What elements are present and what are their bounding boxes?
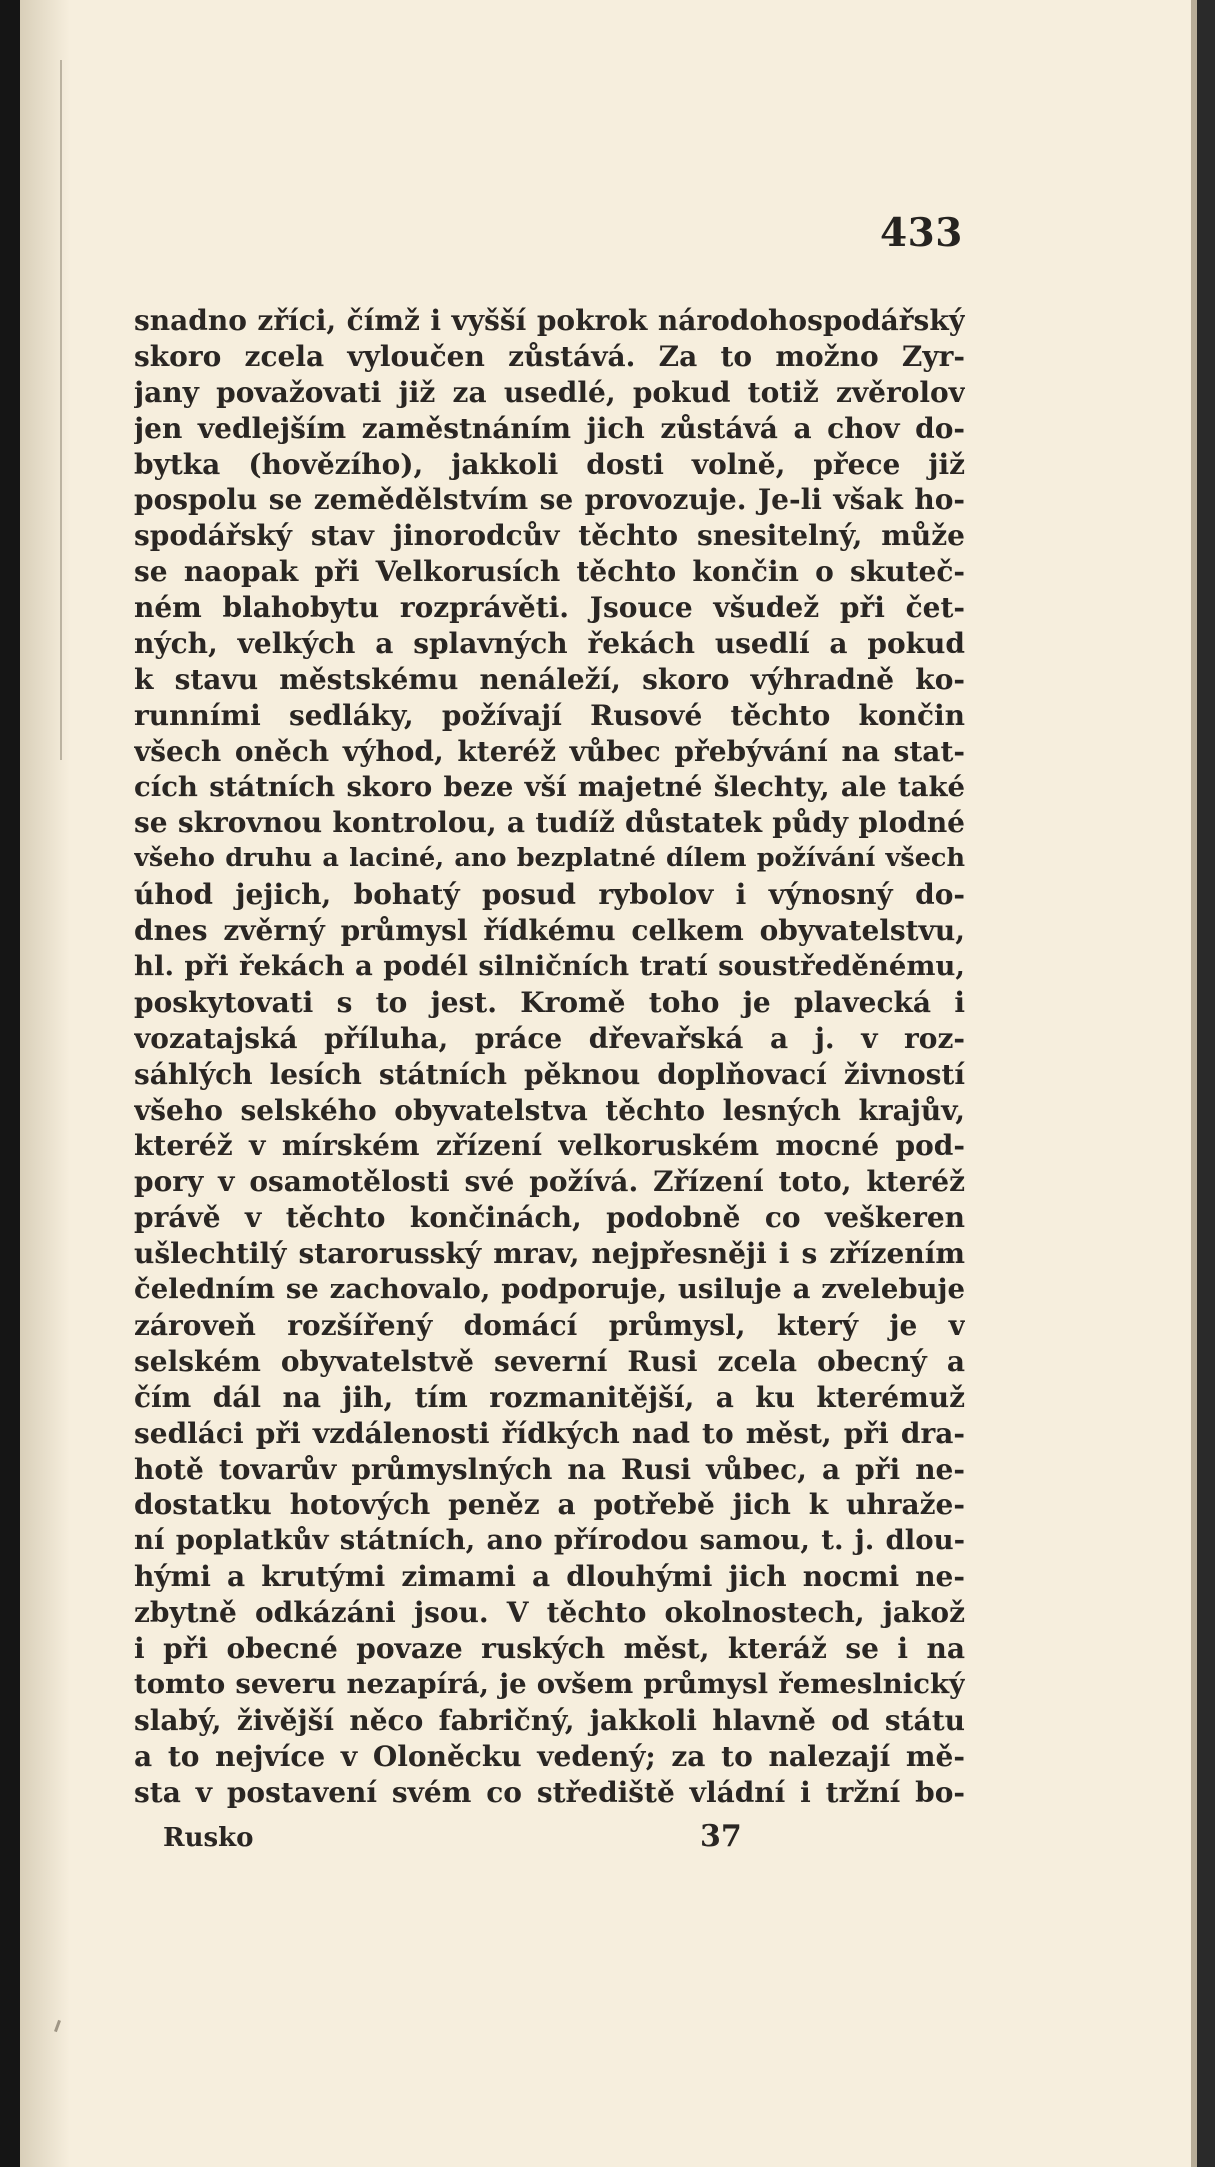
text-line: runními sedláky, požívají Rusové těchto končin bbox=[134, 698, 965, 732]
book-binding-edge bbox=[0, 0, 20, 2167]
text-line: ném blahobytu rozprávěti. Jsouce všudež při čet- bbox=[134, 591, 965, 625]
text-line: slabý, živější něco fabričný, jakkoli hlavně od státu bbox=[134, 1703, 965, 1737]
text-line: skoro zcela vyloučen zůstává. Za to možno Zyr- bbox=[134, 339, 965, 373]
text-line: zbytně odkázáni jsou. V těchto okolnostech, jakož bbox=[134, 1596, 965, 1630]
text-line: hotě tovarův průmyslných na Rusi vůbec, a při ne- bbox=[134, 1452, 965, 1486]
text-line: i při obecné povaze ruských měst, kteráž se i na bbox=[134, 1631, 965, 1665]
gutter-shadow bbox=[20, 0, 70, 2167]
text-line: se naopak při Velkorusích těchto končin o skuteč- bbox=[134, 555, 965, 589]
text-line: jen vedlejším zaměstnáním jich zůstává a chov do- bbox=[134, 411, 965, 445]
text-line: hými a krutými zimami a dlouhými jich nocmi ne- bbox=[134, 1560, 965, 1594]
text-line: čím dál na jih, tím rozmanitější, a ku kterémuž bbox=[134, 1380, 965, 1414]
text-line: k stavu městskému nenáleží, skoro výhradně ko- bbox=[134, 662, 965, 696]
page-number: 433 bbox=[880, 210, 963, 256]
text-line: jany považovati již za usedlé, pokud totiž zvěrolov bbox=[134, 375, 965, 409]
text-line: cích státních skoro beze vší majetné šlechty, ale také bbox=[134, 770, 965, 803]
text-line: čeledním se zachovalo, podporuje, usiluje a zvelebuje bbox=[134, 1273, 965, 1306]
text-line: zároveň rozšířený domácí průmysl, který je v bbox=[134, 1308, 965, 1342]
body-text bbox=[134, 303, 965, 1810]
text-line: dnes zvěrný průmysl řídkému celkem obyvatelstvu, bbox=[134, 914, 965, 948]
text-line: ných, velkých a splavných řekách usedlí a pokud bbox=[134, 627, 965, 661]
text-line: sáhlých lesích státních pěknou doplňovací živností bbox=[134, 1057, 965, 1091]
text-line: selském obyvatelstvě severní Rusi zcela obecný a bbox=[134, 1344, 965, 1378]
text-line: kteréž v mírském zřízení velkoruském mocné pod- bbox=[134, 1129, 965, 1163]
text-line: pory v osamotělosti své požívá. Zřízení toto, kteréž bbox=[134, 1165, 965, 1199]
text-line: dostatku hotových peněz a potřebě jich k uhraže- bbox=[134, 1488, 965, 1522]
footer-signature: Rusko bbox=[163, 1823, 254, 1853]
text-line: a to nejvíce v Oloněcku vedený; za to nalezají mě- bbox=[134, 1739, 965, 1773]
text-line: snadno zříci, čímž i vyšší pokrok národohospodářský bbox=[134, 304, 965, 337]
text-line: všeho selského obyvatelstva těchto lesných krajův, bbox=[134, 1093, 965, 1127]
text-line: ní poplatkův státních, ano přírodou samou, t. j. dlou- bbox=[134, 1524, 965, 1557]
text-line: ušlechtilý starorusský mrav, nejpřesněji i s zřízením bbox=[134, 1237, 965, 1271]
text-line: sedláci při vzdálenosti řídkých nad to měst, při dra- bbox=[134, 1416, 965, 1450]
text-line: pospolu se zemědělstvím se provozuje. Je-li však ho- bbox=[134, 483, 965, 517]
text-line: bytka (hovězího), jakkoli dosti volně, přece již bbox=[134, 447, 965, 481]
text-line: úhod jejich, bohatý posud rybolov i výnosný do- bbox=[134, 878, 965, 912]
text-line: všech oněch výhod, kteréž vůbec přebývání na stat- bbox=[134, 734, 965, 768]
text-line: vozatajská příluha, práce dřevařská a j. v roz- bbox=[134, 1021, 965, 1055]
text-line: poskytovati s to jest. Kromě toho je plavecká i bbox=[134, 985, 965, 1019]
footer-sheet-number: 37 bbox=[700, 1819, 742, 1854]
text-line: všeho druhu a laciné, ano bezplatné dílem požívání všech bbox=[134, 843, 965, 874]
text-line: hl. při řekách a podél silničních tratí soustředěnému, bbox=[134, 950, 965, 983]
scan-background-strip bbox=[1197, 0, 1215, 2167]
text-line: se skrovnou kontrolou, a tudíž důstatek půdy plodné bbox=[134, 806, 965, 840]
text-line: spodářský stav jinorodcův těchto snesitelný, může bbox=[134, 519, 965, 553]
page-edge-line bbox=[60, 60, 62, 760]
text-line: sta v postavení svém co střediště vládní i tržní bo- bbox=[134, 1775, 965, 1809]
text-line: tomto severu nezapírá, je ovšem průmysl řemeslnický bbox=[134, 1667, 965, 1700]
text-line: právě v těchto končinách, podobně co veškeren bbox=[134, 1201, 965, 1235]
